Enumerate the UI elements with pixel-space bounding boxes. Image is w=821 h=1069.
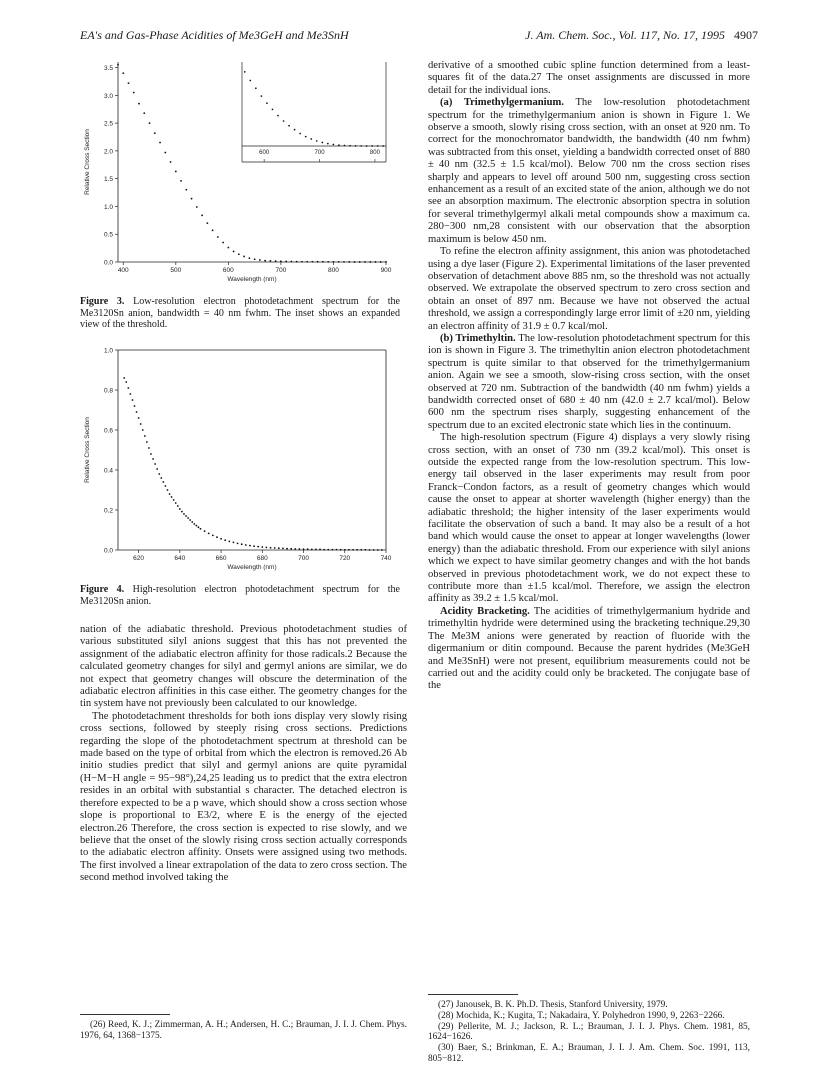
y-tick-label: 0.5	[103, 231, 113, 239]
data-point	[142, 429, 144, 431]
paragraph: To refine the electron affinity assignment, this anion was photodetached using a dye laser (Figure 2). Experimental limitations of the laser prevented observation of detachment above 885 nm, so the threshold was not actually observed. We extrapolate the observed spectrum to zero cross section and obtain an onset of 897 nm. Because we have not observed the actual threshold, we assign a correspondingly large error limit of ±20 nm, yielding an electron affinity of 31.9 ± 0.7 kcal/mol.	[428, 246, 750, 332]
data-point	[294, 548, 296, 550]
data-point	[348, 261, 350, 263]
data-point	[228, 541, 230, 543]
data-point	[299, 548, 301, 550]
data-point	[306, 261, 308, 263]
section-body: The acidities of trimethylgermanium hydride and trimethyltin hydride were determined using the bracketing technique.29,30 The Me3M anions were generated by reaction of fluoride with the digermanium or ditin compound. Because the parent hydrides (Me3GeH and Me3SnH) were not present, equilibrium measurements could not be carried out and the acidity could only be bracketed. The conjugate base of the	[428, 605, 750, 692]
inset-data-point	[344, 145, 346, 147]
data-point	[222, 242, 224, 244]
data-point	[206, 222, 208, 224]
inset-data-point	[382, 145, 384, 147]
data-point	[322, 261, 324, 263]
inset-data-point	[338, 144, 340, 146]
data-point	[249, 545, 251, 547]
data-point	[154, 132, 156, 134]
y-axis-label: Relative Cross Section	[84, 129, 91, 195]
data-point	[160, 477, 162, 479]
footnote: (26) Reed, K. J.; Zimmerman, A. H.; Andersen, H. C.; Brauman, J. I. J. Chem. Phys. 1976, 64, 1368−1375.	[80, 1020, 407, 1041]
inset-data-point	[294, 129, 296, 131]
inset-data-point	[321, 142, 323, 144]
data-point	[129, 393, 131, 395]
data-point	[138, 417, 140, 419]
data-point	[241, 543, 243, 545]
data-point	[140, 423, 142, 425]
section-heading: Acidity Bracketing.	[440, 605, 530, 617]
data-point	[167, 489, 169, 491]
right-column-text	[428, 60, 750, 693]
data-point	[301, 261, 303, 263]
data-point	[169, 493, 171, 495]
x-tick-label: 660	[215, 555, 227, 562]
data-point	[340, 549, 342, 551]
data-point	[224, 539, 226, 541]
data-point	[123, 377, 125, 379]
data-point	[248, 257, 250, 259]
data-point	[227, 247, 229, 249]
data-point	[193, 523, 195, 525]
data-point	[212, 535, 214, 537]
x-tick-label: 400	[117, 267, 129, 274]
data-point	[217, 236, 219, 238]
x-tick-label: 620	[133, 555, 145, 562]
data-point	[286, 548, 288, 550]
data-point	[323, 549, 325, 551]
y-tick-label: 0.0	[103, 547, 113, 555]
data-point	[261, 546, 263, 548]
data-point	[270, 547, 272, 549]
data-point	[315, 549, 317, 551]
inset-data-point	[261, 95, 263, 97]
section-heading: (b) Trimethyltin.	[440, 332, 516, 344]
data-point	[360, 549, 362, 551]
data-point	[164, 152, 166, 154]
data-point	[125, 381, 127, 383]
data-point	[348, 549, 350, 551]
data-point	[152, 458, 154, 460]
data-point	[183, 513, 185, 515]
data-point	[212, 229, 214, 231]
section-body: The low-resolution photodetachment spectrum for the trimethylgermanium anion is shown in Figure 1. We observe a smooth, slowly rising cross section, with an onset at 920 nm. To correct for the monochromator bandwidth, the bandwidth (40 nm fwhm) was subtracted from this onset, yielding a bandwidth corrected onset of 880 ± 40 nm (32.5 ± 1.5 kcal/mol). Below 700 nm the cross section rises sharply and appears to level off around 500 nm, suggesting cross section enhancement as a result of an excited state of the anion, although we do not see an absorption maximum. The electronic absorption spectra in solution for several trimethylgermyl alkali metal compounds show a maximum ca. 280−300 nm,28 consistent with our observation that the absorption maximum is below 450 nm.	[428, 97, 750, 245]
x-tick-label: 680	[256, 555, 268, 562]
data-point	[327, 549, 329, 551]
x-tick-label: 900	[380, 267, 392, 274]
data-point	[352, 549, 354, 551]
x-axis-label: Wavelength (nm)	[227, 564, 277, 571]
data-point	[216, 536, 218, 538]
section-trimethylgermanium	[428, 97, 750, 246]
inset-data-point	[272, 108, 274, 110]
inset-data-point	[266, 102, 268, 104]
data-point	[181, 511, 183, 513]
data-point	[158, 473, 160, 475]
data-point	[385, 261, 387, 263]
data-point	[381, 549, 383, 551]
inset-data-point	[305, 136, 307, 138]
y-tick-label: 2.0	[103, 148, 113, 156]
y-tick-label: 0.4	[103, 467, 113, 475]
paragraph: The photodetachment thresholds for both ions display very slowly rising cross sections, followed by steeply rising cross sections. Predictions regarding the slope of the photodetachment spectrum at threshold can be made based on the type of orbital from which the electron is removed.26 Ab initio studies predict that silyl and germyl anions are quite pyramidal (H−M−H angle = 95−98°),24,25 leading us to predict that the extra electron resides in an orbital with substantial s character. The detached electron is therefore expected to be a p wave, which should show a cross section whose slope is proportional to E3/2, where E is the energy of the ejected electron.26 Therefore, the cross section is expected to rise slowly, and we believe that the onset of the slowly rising cross section actually corresponds to the adiabatic electron affinity. Onsets were assigned using two methods. The first involved a linear extrapolation of the data to zero cross section. The second method involved taking the	[80, 710, 407, 884]
inset-data-point	[327, 143, 329, 145]
x-tick-label: 600	[222, 267, 234, 274]
x-tick-label: 700	[298, 555, 309, 562]
footnote: (27) Janousek, B. K. Ph.D. Thesis, Stanford University, 1979.	[438, 1000, 668, 1010]
data-point	[171, 496, 173, 498]
data-point	[138, 103, 140, 105]
section-heading: (a) Trimethylgermanium.	[440, 97, 564, 109]
x-tick-label: 700	[275, 267, 287, 274]
data-point	[208, 533, 210, 535]
x-tick-label: 500	[170, 267, 182, 274]
inset-data-point	[277, 115, 279, 117]
data-point	[175, 502, 177, 504]
inset-data-point	[349, 145, 351, 147]
data-point	[132, 399, 134, 401]
data-point	[134, 405, 136, 407]
data-point	[377, 549, 379, 551]
inset-data-point	[377, 145, 379, 147]
left-column-text	[80, 624, 407, 885]
data-point	[375, 261, 377, 263]
data-point	[149, 122, 151, 124]
footnotes-left	[80, 1020, 407, 1042]
inset-data-point	[255, 87, 257, 89]
data-point	[117, 64, 119, 66]
footnote: (28) Mochida, K.; Kugita, T.; Nakadaira, Y. Polyhedron 1990, 9, 2263−2266.	[438, 1010, 725, 1021]
y-tick-label: 0.0	[103, 259, 113, 267]
footnote-rule-left	[80, 1014, 170, 1015]
y-tick-label: 0.8	[103, 387, 113, 395]
data-point	[220, 538, 222, 540]
data-point	[364, 261, 366, 263]
y-tick-label: 3.5	[103, 65, 113, 73]
data-point	[311, 549, 313, 551]
inset-x-tick-label: 700	[314, 150, 325, 156]
y-tick-label: 0.6	[103, 427, 113, 435]
data-point	[307, 548, 309, 550]
data-point	[189, 519, 191, 521]
inset-x-tick-label: 800	[369, 150, 380, 156]
data-point	[200, 528, 202, 530]
data-point	[303, 548, 305, 550]
figure-3-caption	[80, 296, 400, 331]
x-tick-label: 640	[174, 555, 186, 562]
y-tick-label: 2.5	[103, 120, 113, 128]
footnote: (30) Baer, S.; Brinkman, E. A.; Brauman, J. I. J. Am. Chem. Soc. 1991, 113, 805−812.	[428, 1043, 750, 1064]
data-point	[238, 253, 240, 255]
y-tick-label: 0.2	[103, 507, 113, 515]
y-tick-label: 1.0	[103, 347, 113, 355]
data-point	[282, 548, 284, 550]
data-point	[191, 198, 193, 200]
data-point	[269, 260, 271, 262]
data-point	[159, 142, 161, 144]
data-point	[280, 260, 282, 262]
data-point	[333, 261, 335, 263]
inset-data-point	[249, 80, 251, 82]
running-header-journal	[525, 28, 758, 43]
data-point	[332, 549, 334, 551]
inset-data-point	[366, 145, 368, 147]
data-point	[290, 548, 292, 550]
data-point	[136, 411, 138, 413]
section-body: The low-resolution photodetachment spectrum for this ion is shown in Figure 3. The trimethyltin anion electron photodetachment spectrum is quite similar to that observed for the trimethylgermanium anion. Again we see a smooth, slow-rising cross section, with the onset observed at 720 nm. Subtraction of the bandwidth (40 nm fwhm) yields a bandwidth corrected onset of 680 ± 40 nm (42.0 ± 2.7 kcal/mol). Below 600 nm the spectrum rises sharply, suggesting enhancement of the spectrum due to an excited electronic state which lies in the continuum.	[428, 332, 751, 431]
data-point	[122, 72, 124, 74]
data-point	[185, 189, 187, 191]
data-point	[338, 261, 340, 263]
figure-4-caption-text: High-resolution electron photodetachment spectrum for the Me3120Sn anion.	[80, 584, 401, 607]
data-point	[369, 549, 371, 551]
inset-data-point	[299, 133, 301, 135]
data-point	[243, 256, 245, 258]
figure-3-label: Figure 3.	[80, 296, 125, 307]
data-point	[278, 547, 280, 549]
data-point	[177, 505, 179, 507]
data-point	[185, 515, 187, 517]
running-header-title: EA's and Gas-Phase Acidities of Me3GeH and Me3SnH	[80, 28, 349, 42]
data-point	[175, 171, 177, 173]
footnote-rule-right	[428, 994, 518, 995]
y-tick-label: 3.0	[103, 92, 113, 100]
data-point	[275, 260, 277, 262]
data-point	[198, 526, 200, 528]
data-point	[266, 547, 268, 549]
data-point	[144, 435, 146, 437]
journal-citation: J. Am. Chem. Soc., Vol. 117, No. 17, 1995	[525, 28, 725, 42]
data-point	[133, 92, 135, 94]
data-point	[254, 258, 256, 260]
data-point	[373, 549, 375, 551]
y-tick-label: 1.0	[103, 203, 113, 211]
data-point	[156, 468, 158, 470]
data-point	[233, 542, 235, 544]
data-point	[187, 517, 189, 519]
figure-3-caption-text: Low-resolution electron photodetachment spectrum for the Me3120Sn anion, bandwidth = 40 nm fwhm. The inset shows an expanded view of the threshold.	[80, 296, 400, 330]
data-point	[369, 261, 371, 263]
paragraph: The high-resolution spectrum (Figure 4) displays a very slowly rising cross section, with an onset of 730 nm (39.2 kcal/mol). This onset is outside the expected range from the low-resolution spectrum. This low-energy tail observed in the laser experiments may result from poor Franck−Condon factors, as a result of geometry changes which would cause the onset to appear at shorter wavelength (higher energy) than the adiabatic threshold; the higher intensity of the laser experiments would facilitate the observation of such a band. It may also be a result of a hot band which would cause the onset to appear at longer wavelengths (lower energy) than the adiabatic threshold. From our experience with silyl anions which we expect to have similar geometry changes and with the hot bands observed in previous photodetachment work, we do not expect these to contribute more than ±1.5 kcal/mol. Therefore, we assign the electron affinity as 39.2 ± 1.5 kcal/mol.	[428, 432, 750, 605]
data-point	[201, 214, 203, 216]
y-tick-label: 1.5	[103, 176, 113, 184]
data-point	[173, 499, 175, 501]
data-point	[343, 261, 345, 263]
footnote: (29) Pellerite, M. J.; Jackson, R. L.; Brauman, J. I. J. Phys. Chem. 1981, 85, 1624−1626.	[428, 1021, 750, 1043]
inset-data-point	[355, 145, 357, 147]
page-number: 4907	[734, 28, 758, 42]
data-point	[196, 206, 198, 208]
x-axis-label: Wavelength (nm)	[227, 276, 277, 283]
data-point	[354, 261, 356, 263]
data-point	[237, 543, 239, 545]
data-point	[259, 259, 261, 261]
data-point	[148, 447, 150, 449]
footnotes-right	[428, 1000, 750, 1065]
data-point	[127, 387, 129, 389]
inset-data-point	[371, 145, 373, 147]
data-point	[257, 546, 259, 548]
data-point	[336, 549, 338, 551]
data-point	[143, 112, 145, 114]
data-point	[195, 525, 197, 527]
data-point	[344, 549, 346, 551]
data-point	[364, 549, 366, 551]
inset-data-point	[288, 125, 290, 127]
data-point	[179, 508, 181, 510]
paragraph: nation of the adiabatic threshold. Previous photodetachment studies of various substituted silyl anions suggest that this has not prevented the assignment of the adiabatic electron affinity for those radicals.2 Because the calculated geometry changes for silyl and germyl anions are similar, we do not expect that geometry changes will obscure the determination of the adiabatic electron affinities in this case either. The geometry changes for the tin system have not previously been calculated to our knowledge.	[80, 624, 407, 710]
inset-data-point	[360, 145, 362, 147]
inset-data-point	[310, 138, 312, 140]
data-point	[128, 82, 130, 84]
figure-4-label: Figure 4.	[80, 584, 125, 595]
data-point	[204, 530, 206, 532]
y-axis-label: Relative Cross Section	[84, 417, 91, 483]
data-point	[253, 545, 255, 547]
x-tick-label: 720	[339, 555, 351, 562]
inset-data-point	[283, 120, 285, 122]
data-point	[150, 453, 152, 455]
data-point	[312, 261, 314, 263]
data-point	[170, 161, 172, 163]
data-point	[296, 261, 298, 263]
figure-4-chart	[80, 344, 400, 580]
data-point	[359, 261, 361, 263]
paragraph: derivative of a smoothed cubic spline function determined from a least-squares fit of the data.27 The onset assignments are discussed in more detail for the individual ions.	[428, 60, 750, 96]
inset-x-tick-label: 600	[259, 150, 270, 156]
x-tick-label: 740	[380, 555, 392, 562]
data-point	[154, 463, 156, 465]
inset-data-point	[333, 144, 335, 146]
data-point	[291, 261, 293, 263]
section-trimethyltin	[428, 333, 750, 432]
data-point	[146, 441, 148, 443]
data-point	[245, 544, 247, 546]
data-point	[191, 521, 193, 523]
data-point	[264, 260, 266, 262]
inset-data-point	[244, 71, 246, 73]
data-point	[319, 549, 321, 551]
inset-data-point	[316, 140, 318, 142]
data-point	[180, 180, 182, 182]
data-point	[274, 547, 276, 549]
figure-4-caption	[80, 584, 400, 607]
data-point	[233, 251, 235, 253]
section-acidity-bracketing	[428, 606, 750, 693]
data-point	[317, 261, 319, 263]
data-point	[380, 261, 382, 263]
data-point	[356, 549, 358, 551]
data-point	[165, 485, 167, 487]
figure-3-chart	[80, 58, 400, 292]
x-tick-label: 800	[328, 267, 339, 274]
data-point	[162, 481, 164, 483]
data-point	[327, 261, 329, 263]
data-point	[285, 261, 287, 263]
